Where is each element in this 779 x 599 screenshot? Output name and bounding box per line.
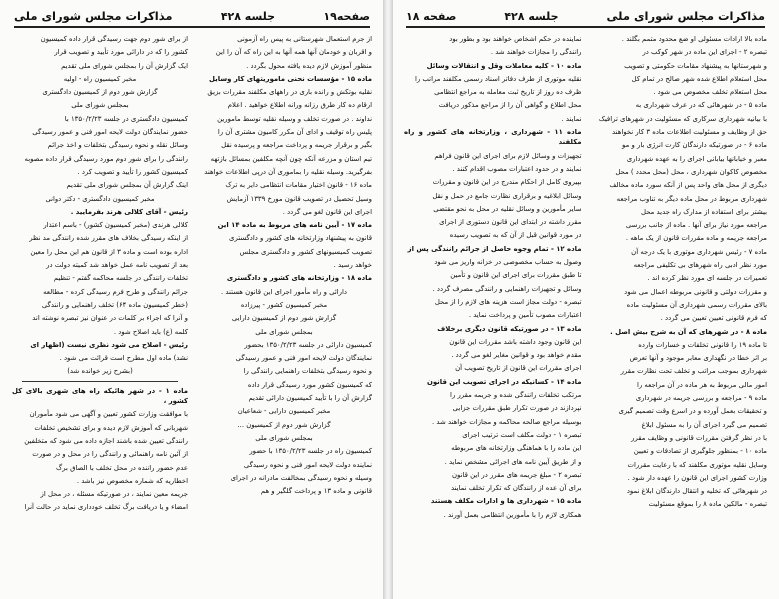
body-text-line: ایک گزارش آن را بمجلس شورای ملی تقدیم — [61, 61, 188, 70]
body-text-line: کمیسیون دارائی در جلسه ۱۳۵۰/۲/۲۳ بحضور — [244, 340, 372, 349]
body-text-line: کشور را که در دارائی مورد تأیید و تصویب قرار — [54, 48, 188, 57]
left-page — [0, 0, 384, 599]
body-text-line: جریمه معین نمایند ، در صورتیکه مسئله ، در محل از — [40, 490, 188, 499]
body-text-line: قانونی و ماده ۱۳ و پرداخت گلگیر و هم — [260, 487, 372, 496]
body-text-line: تبصره - مالکین ماده ۸ را بموقع مسئولیت — [648, 500, 767, 509]
body-text-line: تبصره ۲ - مبلغ جریمه های مقرر در این قانون — [451, 470, 582, 479]
centered-heading: گزارش شور دوم از کمیسیون دادگستری — [42, 88, 158, 97]
body-text-line: از آئین نامه راهنمائی و رانندگی را در محل و در صورت — [32, 450, 188, 459]
body-text-line: رانندگی تعیین شده باشند اجازه داده می شود که متخلفین — [24, 436, 188, 445]
body-text-line: تا طبق مقررات برای اجرای این قانون و تأمین — [450, 271, 582, 280]
body-text-line: که فرم قانونی تعیین تعیین می گردد . — [660, 314, 767, 323]
body-text-line: کمیسیون کشور را تأیید و تصویب کرد . — [77, 167, 188, 176]
body-text-line: وسائل و تجهیزات راهنمایی و رانندگی مصرف گردد . — [432, 284, 582, 293]
left-session-number: جلسه ۴۲۸ — [220, 9, 276, 23]
body-text-line: کمیسیون دادگستری در جلسه ۱۳۵۰/۲/۲۳ با — [64, 114, 188, 123]
body-text-line: امور مالی مربوط به هر ماده در آن مراجعه را — [637, 380, 767, 389]
body-text-line: نقلیه موتوری از طرف دفاتر اسناد رسمی مکلفند مراتب را — [414, 74, 582, 83]
left-page-header — [14, 6, 370, 28]
body-text-line: ماده ۵ - در شهرهائی که در عرف شهرداری به — [635, 101, 767, 110]
body-text-line: با بیانیه شهرداری سرکاری که مسئولیت در شهرهای ترافیک — [598, 114, 767, 123]
body-text-line: وسایل نقلیه موتوری مکلفند که با رعایت مقررات — [627, 460, 767, 469]
article-line: ماده ۸ - در شهرهای که آن به شرح بیش اصل . — [610, 327, 767, 336]
right-page-number: صفحه ۱۸ — [406, 9, 457, 23]
body-text-line: خواهد رسید . — [333, 261, 372, 270]
article-line: ماده ۱۴ - کسانیکه در اجرای تصویب این قانون — [426, 377, 582, 386]
body-text-line: و از طریق آیین نامه های اجرائی مشخص نماید . — [444, 457, 582, 466]
centered-heading: بمجلس شورای ملی — [255, 433, 313, 442]
body-text-line: بگیر و برقرار جریمه و پرداخت مراجعه و پرسیده نقل — [221, 141, 372, 150]
body-text-line: نمایند و در حدود اعتبارات مصوب اقدام کنند . — [452, 164, 582, 173]
body-text-line: ماده ۷ - رئیس شهرداری موتوری با یک درجه آن — [631, 247, 767, 256]
article-line: ماده ۱۳ - در صورتیکه قانون دیگری برخلاف — [437, 324, 582, 333]
body-text-line: دیگری از محل های واحد پس از آنکه سورد ماده مخالف — [609, 181, 767, 190]
body-text-line: تجهیزات و وسائل لازم برای اجرای این قانون فراهم — [434, 151, 582, 160]
body-text-line: تبصره - دولت مجاز است هزینه های لازم را از محل — [434, 297, 582, 306]
left-page-column-right — [196, 34, 372, 593]
body-text-line: مرتکب تخلفات رانندگی شده و جریمه مقرر را — [450, 391, 582, 400]
body-text-line: و تحقیقات بعمل آورده و در اسرع وقت تصمیم گیری — [618, 407, 767, 416]
body-text-line: شهرداری مربوط در محل ماده دیگر به تناوب مراجعه — [616, 194, 767, 203]
body-text-line: ماده بالا ارادات مسئولی او ضع محدود متمم بگلند . — [621, 35, 767, 43]
body-text-line: بپیروی کامل از احکام مندرج در این قانون و مقررات — [432, 178, 582, 187]
article-line: رئیس - اصلاح می شود نظری نیست (اظهار ای — [30, 340, 188, 349]
centered-heading: دارائی و راه مأمور اجرای این قانون هستند . — [221, 287, 347, 296]
body-text-line: منظور آموزش لازم دیده یافته محول بگردد . — [246, 61, 372, 70]
body-text-line: شهربانی که آموزش لازم دیده و برای تشخیص تخلفات — [34, 423, 188, 432]
body-text-line: نمایندگان دولت لایحه امور فنی و عمور رسیدگی — [235, 354, 372, 363]
left-page-number: صفحه۱۹ — [323, 9, 370, 23]
body-text-line: رانندگی را برای شور دوم مورد رسیدگی قرار داده مصوبه — [24, 154, 188, 163]
body-text-line: شهرداری بموجب مراتب و تخلف تحت نظارت مقرر — [620, 367, 767, 376]
body-text-line: همکاری لازم را با مأمورین انتظامی بعمل آورند . — [443, 510, 582, 519]
body-text-line: معبر و خیابانها بیابانی اجرای را به عهده شهرداری — [626, 154, 767, 163]
body-text-line: وسیله و نحوه رسیدگی بمخالفت مادرانه در اجرای — [230, 473, 372, 482]
body-text-line: بالای مقررات رسمی شهرداری آن مسئولیت ماده — [626, 300, 767, 309]
body-text-line: وصول به حساب مخصوصی در خزانه واریز می شود — [434, 258, 582, 267]
body-text-line: رانندگی را مجازات خواهند شد . — [490, 48, 582, 57]
body-text-line: و نحوه رسیدگی بتخلفات راهنمایی رانندگی را — [243, 367, 372, 376]
article-line: ماده ۱۵ - مؤسسات نحنی ماموریتهای کار وسایل — [209, 74, 372, 83]
body-text-line: اخطاریه که شماره مخصوص نیز باشد . — [76, 476, 188, 485]
right-session-number: جلسه ۴۲۸ — [504, 9, 559, 23]
body-text-line: بفرگیرید. وسیله نقلیه را بماموری آن درپی اطلاعات خواهند — [204, 167, 372, 176]
body-text-line: محل استعلام اطلاع شده شهر صالح در تمام کل — [631, 74, 767, 83]
body-text-line: و اقربان و خودمان آنها همه آنها به این راه که آن را این — [215, 48, 372, 57]
article-line: ماده ۱۰ - کلیه معاملات وقل و انتقالات وسائل — [426, 61, 582, 70]
body-text-line: این قانون وجود داشته باشد مقررات این قانون — [449, 337, 582, 346]
body-text-line: نماینده در حکم اشخاص خواهند بود و بطور بود — [449, 35, 582, 43]
body-text-line: اجرای مقررات این قانون از تاریخ تصویب آن — [455, 364, 582, 373]
article-line: ماده ۱۷ - آیین نامه های مربوط به ماده ۱۴ این — [217, 221, 372, 230]
body-text-line: کلالی هرندی (مخبر کمیسیون کشور) - باسم اعتذار — [43, 221, 188, 230]
body-text-line: و شهرستانها به پیشنهاد مقامات حکومتی و تصویب — [624, 61, 767, 70]
body-text-line: ماده ۶ - در صورتیکه دارندگان کارت انرژی بار و مو — [622, 141, 767, 150]
body-text-line: ارقام ده کار طرق رزانه ورانه اطلاع خواهید . اعلام — [227, 101, 372, 110]
body-text-line: ماده ۱۶ - قانون اختیار مقامات انتظامی دایر به ترک — [225, 181, 372, 190]
body-text-line: نشد) ماده اول مطرح است قرائت می شود . — [59, 354, 188, 363]
body-text-line: اینک گزارش آن بمجلس شورای ملی تقدیم — [66, 181, 188, 190]
body-text-line: و مقررات دولتی و قانونی مربوطه اعمال می شود — [624, 287, 767, 296]
article-line: رئیس - آقای کلالی هرند بفرمایید . — [70, 207, 188, 216]
body-text-line: جرائم رانندگی و طرح فرم رسیدگی کرده - مطالعه — [43, 287, 188, 296]
centered-heading: گزارش شور دوم از کمیسیون ... — [237, 420, 331, 429]
body-text-line: تیم استان و مزرعه آنکه چون آنچه مکلفین بمسائل بازتهه — [210, 154, 372, 163]
centered-heading: بمجلس شورای ملی — [71, 101, 129, 110]
body-text-line: بیشتر برای استفاده از مدارک راه جدید محل — [641, 207, 767, 216]
right-page-columns — [404, 34, 767, 593]
body-text-line: محل اطلاع و گواهی آن را از مراجع مذکور دریافت — [438, 101, 582, 110]
body-text-line: قانون به پیشنهاد وزارتخانه های کشور و دادگستری — [229, 234, 372, 243]
body-text-line: تا ماده ۱۹ را قانونی تخلفات و خسارات وارده — [638, 340, 767, 349]
article-line: ماده ۱ - در شهر هائیکه راه های شهری بالای کل کشور ، — [12, 386, 188, 406]
body-text-line: بر اثر خطا در نگهداری معابر موجود و آنها تعرض — [629, 354, 767, 363]
body-text-line: وسائل نقله و نحوه رسیدگی بتخلفات و اخذ جرائم — [47, 141, 188, 150]
right-page — [392, 0, 779, 599]
body-text-line: از اینکه رسیدگی بخلاف های مقرر شده رانندگی مد نظر — [29, 234, 188, 243]
right-running-title: مذاکرات مجلس شورای ملی — [606, 9, 765, 23]
body-text-line: حضور نمایندگان دولت لایحه امور فنی و عمور رسیدگی — [32, 128, 188, 137]
body-text-line: مراجعه مورد نیاز برای آنها . ماده از جانب بررسی — [625, 221, 767, 230]
body-text-line: ظرف ده روز از تاریخ ثبت معامله به مراجع انتظامی — [434, 88, 582, 97]
body-text-line: (خطر کمیسیون ماده ۶۴) تخلف راهنمایی و رانندگی — [41, 300, 188, 309]
body-text-line: تصویب کمیسیونهای کشور و دادگستری مجلس — [239, 247, 372, 256]
right-page-header — [406, 6, 765, 28]
body-text-line: ماده ۹ - مراجعه و بررسی جریمه در شهرداری — [635, 394, 767, 403]
body-text-line: مراجعه جریمه و ماده مقررات قانون از یک ماهه . — [625, 234, 767, 243]
centered-heading: (بشرح زیر خوانده شد) — [67, 367, 133, 376]
body-text-line: بوسیله مراجع صالحه محاکمه و مجازات خواهند شد . — [432, 417, 582, 426]
signature-line: مخبر کمیسیون راه - اولیه — [63, 74, 137, 83]
body-text-line: سایر مأمورین و وسائل نقلیه در محل به نحو مقتضی — [433, 204, 582, 213]
body-text-line: عدم حضور راننده در محل تخلف با الصاق برگ — [56, 463, 188, 472]
body-text-line: برای آن عده از رانندگان که تکرار تخلف نمایند — [450, 484, 582, 493]
body-text-line: و آنرا که اجراء بر کلمات در عنوان نیز تبصره نوشته اند — [32, 314, 188, 323]
body-text-line: تبصره ۱ - دولت مکلف است ترتیب اجرای — [462, 430, 582, 439]
article-line: ماده ۱۲ - تمام وجوه حاصل از جرائم رانندگی پس از — [407, 244, 582, 253]
left-page-columns — [12, 34, 372, 593]
body-text-line: حق از وظایف و مسئولیت اطلاعات ماده ۳ کار نخواهند — [612, 128, 767, 137]
body-text-line: نقلیه بوتکش و رانده باری در راههای مکلفند مقررات بزیق — [207, 88, 372, 97]
body-text-line: در شهرهائی که تخلیه و انتقال دارندگان ابلاغ نمود — [626, 487, 767, 496]
body-text-line: با در نظر گرفتن مقررات قانونی و وظایف مقرر — [631, 433, 767, 442]
body-text-line: اجرای این قانون لغو می گردد . — [282, 207, 372, 216]
body-text-line: مخصوص کاکوان شهرداری ، محل (محل محدد ) محل — [615, 167, 767, 176]
body-text-line: نپردازند در صورت تکرار طبق مقررات جزایی — [452, 404, 582, 413]
body-text-line: کلمه (ع) باید اصلاح شود . — [113, 327, 188, 336]
body-text-line: تصمیم می گیرد اجرای آن را به مسئول ابلاغ — [641, 420, 767, 429]
body-text-line: در مورد قوانین قبل از آن که به تصویب رسیده — [449, 231, 582, 240]
body-text-line: تبصره ۲ - اجرای این ماده در شهر کوکب در — [642, 48, 767, 57]
body-text-line: این ماده را با هماهنگی وزارتخانه های مربوطه — [451, 444, 582, 453]
body-text-line: کمیسیون راه در جلسه ۱۳۵۰/۲/۲۳ با حضور — [249, 447, 372, 456]
body-text-line: پلیس راه توقیف و ادای آن مکرر کامیون مشتری آن را — [217, 128, 372, 137]
body-text-line: با موافقت وزارت کشور تعیین و آگهی می شود مأموران — [29, 410, 188, 419]
signature-line: مخبر کمیسیون کشور - پیرزاده — [240, 300, 328, 309]
signature-line: مخبر کمیسیون دارایی - شعاعیان — [237, 407, 331, 416]
body-text-line: مقرر داشته در ابتدای این قانون دستوری از اجرای — [439, 218, 582, 227]
body-text-line: ماده ۱۰ - بمنظور جلوگیری از تصادفات و تعیین — [633, 447, 767, 456]
body-text-line: وسائل ابلاغیه و برقراری نظارت جامع در حمل و نقل — [432, 191, 582, 200]
signature-line: مخبر کمیسیون دادگستری - دکتر دوانی — [45, 194, 155, 203]
body-text-line: نمایند . — [561, 114, 582, 123]
body-text-line: از برای شور دوم جهت رسیدگی قرار داده کمیسیون — [40, 35, 188, 43]
body-text-line: نداوند . در صورت تخلف و وسیله نقلیه توسط مامورین — [217, 114, 372, 123]
body-text-line: محل استعلام تخلف مخصوص می شود . — [653, 88, 767, 97]
article-line: ماده ۱۵ - شهرداری ها و ادارات مکلف هستند — [430, 497, 582, 506]
body-text-line: که کمیسیون کشور مورد رسیدگی قرار داده — [247, 380, 372, 389]
body-text-line: وزارت کشور اجرای این قانون را عهده دار شود . — [627, 473, 767, 482]
body-text-line: امضاء و یا دریافت برگ تخلف خودداری نماید در حالت آنرا — [24, 503, 188, 512]
right-page-column-left — [404, 34, 582, 593]
body-text-line: از جرم استعمال شهرستانی به پیس راه آزمونی — [237, 35, 372, 43]
section-divider — [22, 381, 178, 382]
centered-heading: بمجلس شورای ملی — [255, 327, 313, 336]
left-running-title: مذاکرات مجلس شورای ملی — [14, 9, 173, 23]
body-text-line: تخلفات رانندگی در جلسه محاکمه گفتم - تنظیم — [53, 274, 188, 283]
article-line: ماده ۱۱ - شهرداری ، وزارتخانه های کشور و راه مکلفند — [404, 128, 582, 147]
body-text-line: مورد نظر ادبی راه شهرهای بی تکلیفی مراجعه — [633, 261, 767, 270]
right-page-column-right — [590, 34, 768, 593]
body-text-line: مقدم خواهد بود و قوانین مغایر لغو می گردد . — [451, 351, 582, 360]
body-text-line: اداره بوده است و ماده ۳ از قانون هم این محل را معین — [30, 247, 188, 256]
centered-heading: گزارش شور دوم از کمیسیون دارایی — [231, 314, 337, 323]
body-text-line: تعمیرات در جلسه ای مورد نظر کرده اند . — [647, 274, 767, 283]
body-text-line: بعد از تصویب نامه عمل خواهد شد کمیته دولت در — [46, 261, 188, 270]
body-text-line: وسیل تحصیل در تصویب قانون مورخ ۱۳۳۹ آزمایش — [226, 194, 372, 203]
body-text-line: اعتبارات مصوب تأمین و پرداخت نماید . — [468, 311, 582, 320]
body-text-line: نماینده دولت لایحه امور فنی و نحوه رسیدگی — [243, 460, 372, 469]
left-page-column-left — [12, 34, 188, 593]
body-text-line: گزارش آن را با تأیید کمیسیون دارائی تقدیم — [248, 394, 372, 403]
article-line: ماده ۱۸ - وزارتخانه های کشور و دادگستری — [226, 274, 372, 283]
